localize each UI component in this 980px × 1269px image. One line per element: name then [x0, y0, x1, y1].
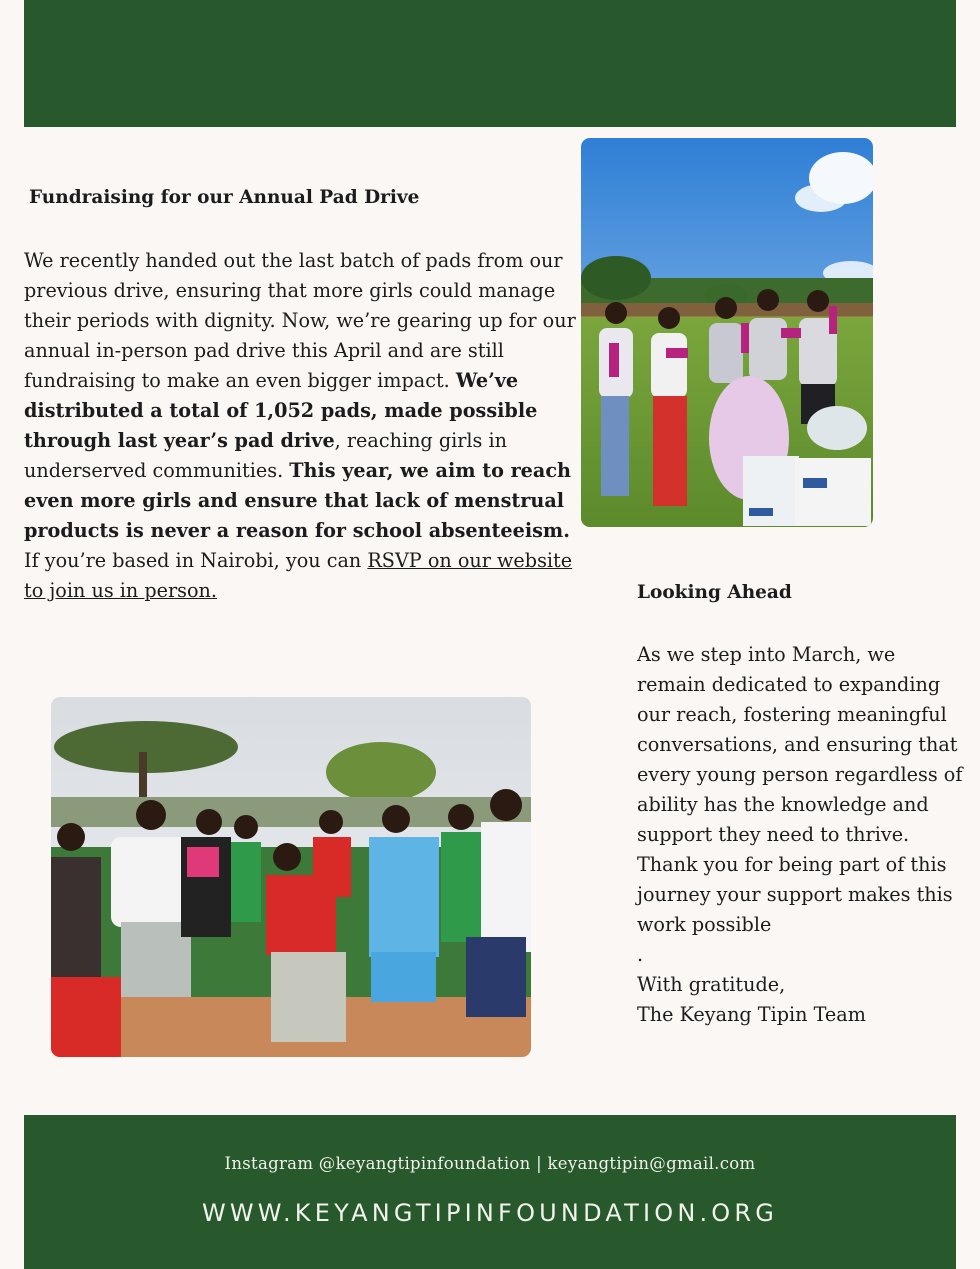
looking-ahead-signature: The Keyang Tipin Team	[637, 1003, 866, 1026]
rsvp-link[interactable]: RSVP on our website to join us in person.	[24, 549, 573, 602]
looking-ahead-title: Looking Ahead	[637, 582, 792, 603]
looking-ahead-para-2: Thank you for being part of this journey your support makes this work possible	[637, 853, 953, 936]
pad-drive-intro: We recently handed out the last batch of pads from our previous drive, ensuring that more girls could manage their periods with dignity. Now, we’re gearing up for our annual in-person pad drive this April and are still fundraising to make an even bigger impact.	[24, 249, 576, 392]
footer-band	[24, 1115, 956, 1269]
looking-ahead-dot: .	[637, 943, 644, 966]
looking-ahead-closing: With gratitude,	[637, 973, 786, 996]
footer-website[interactable]: WWW.KEYANGTIPINFOUNDATION.ORG	[201, 1199, 779, 1227]
pad-drive-title: Fundraising for our Annual Pad Drive	[29, 187, 420, 208]
footer-contact: Instagram @keyangtipinfoundation | keyangtipin@gmail.com	[224, 1154, 756, 1173]
pad-drive-volunteers-photo	[581, 138, 873, 527]
looking-ahead-body	[637, 640, 967, 1030]
students-group-photo	[51, 697, 531, 1057]
pad-drive-nairobi: If you’re based in Nairobi, you can	[24, 549, 368, 572]
looking-ahead-para-1: As we step into March, we remain dedicated to expanding our reach, fostering meaningful conversations, and ensuring that every young person regardless of ability has the knowledge and support they need to thrive.	[637, 643, 963, 846]
pad-drive-goal: This year, we aim to reach even more girls and ensure that lack of menstrual products is never a reason for school absenteeism.	[24, 459, 571, 542]
pad-drive-reach: , reaching girls in underserved communities.	[24, 429, 507, 482]
pad-drive-body	[24, 246, 576, 606]
pad-drive-stat: We’ve distributed a total of 1,052 pads, made possible through last year’s pad drive	[24, 369, 538, 452]
header-band	[24, 0, 956, 127]
